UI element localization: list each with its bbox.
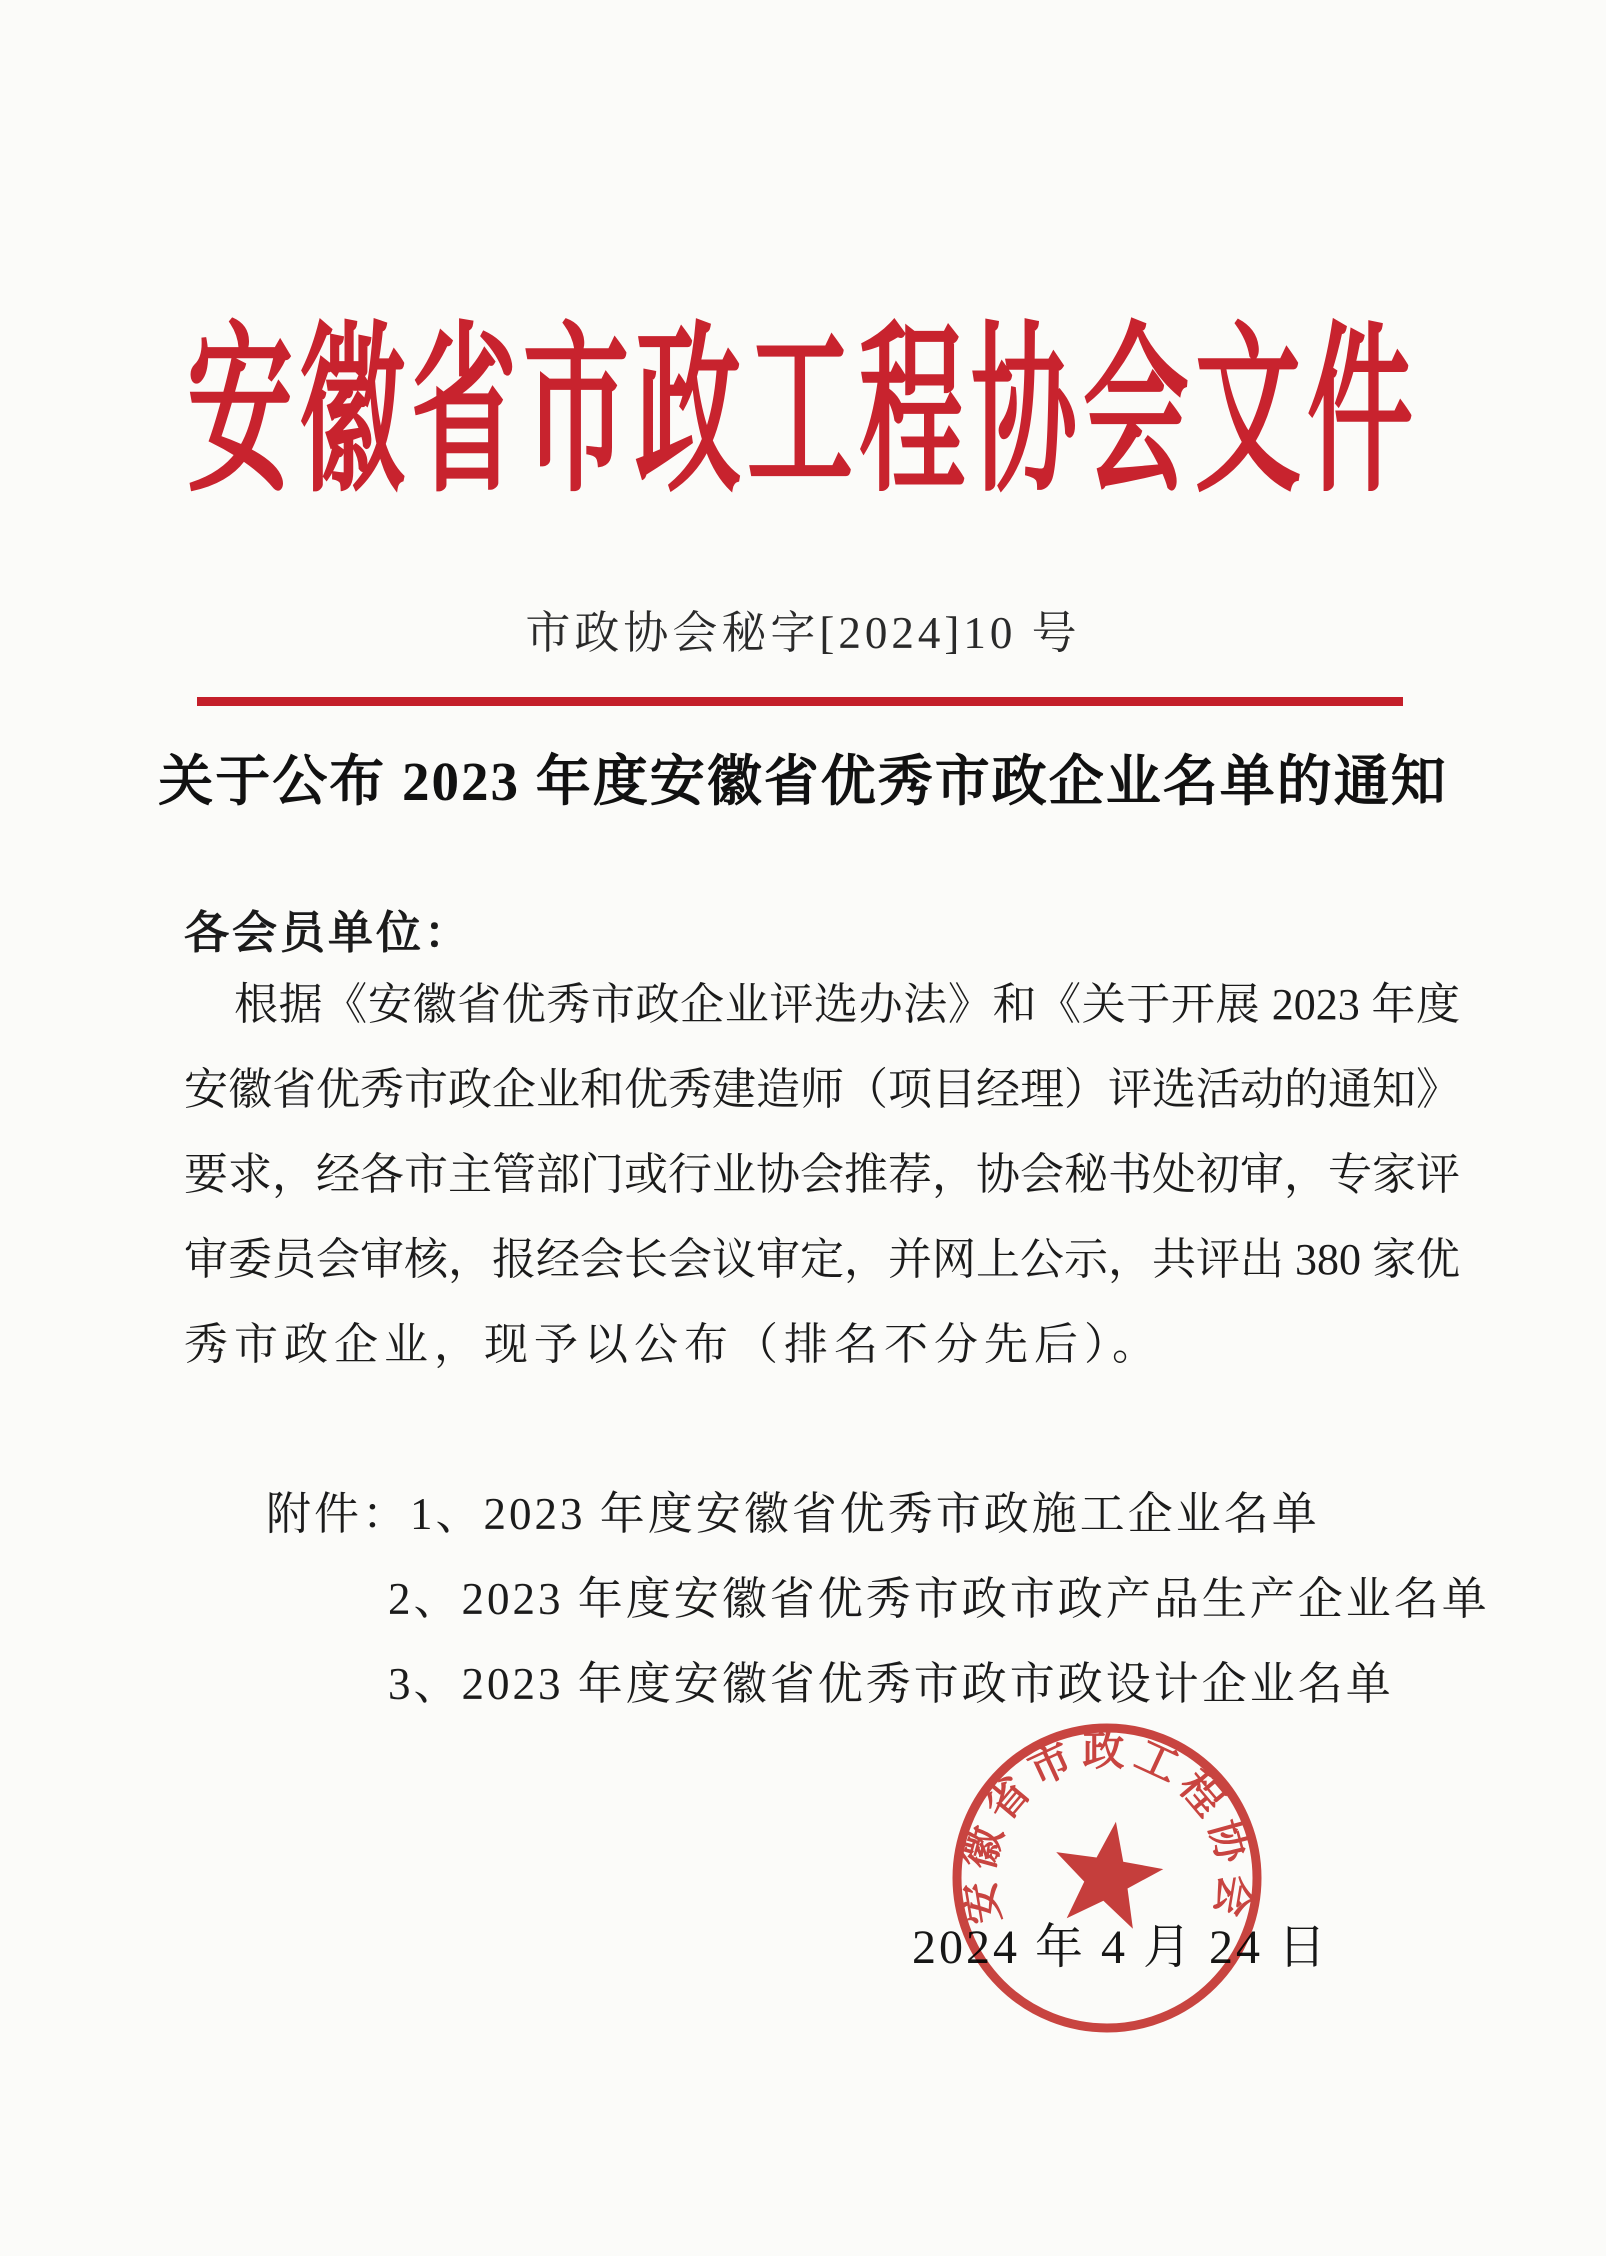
notice-body: [184, 962, 1460, 1387]
attachment-item: 3、2023 年度安徽省优秀市政市政设计企业名单: [388, 1659, 1394, 1709]
letterhead-divider-rule: [197, 697, 1403, 706]
body-line: 秀市政企业，现予以公布（排名不分先后）。: [184, 1320, 1162, 1369]
body-line: 审委员会审核，报经会长会议审定，并网上公示，共评出 380 家优: [184, 1235, 1460, 1284]
body-line: 安徽省优秀市政企业和优秀建造师（项目经理）评选活动的通知》: [184, 1065, 1460, 1114]
attachments-list: [184, 1472, 1490, 1727]
official-seal: [947, 1718, 1267, 2038]
salutation: 各会员单位：: [184, 908, 473, 958]
notice-title: 关于公布 2023 年度安徽省优秀市政企业名单的通知: [158, 751, 1448, 812]
document-number: 市政协会秘字[2024]10 号: [525, 608, 1081, 658]
issue-date: 2024 年 4 月 24 日: [912, 1921, 1330, 1974]
star-icon: [1046, 1813, 1169, 1932]
seal-text-path: 安徽省市政工程协会: [955, 1729, 1259, 1927]
body-line: 根据《安徽省优秀市政企业评选办法》和《关于开展 2023 年度: [234, 980, 1460, 1029]
attachments-label: 附件：: [266, 1489, 411, 1539]
body-line: 要求，经各市主管部门或行业协会推荐，协会秘书处初审，专家评: [184, 1150, 1460, 1199]
attachment-item: [184, 1472, 1484, 1557]
attachment-item-text: 1、2023 年度安徽省优秀市政施工企业名单: [410, 1489, 1320, 1539]
letterhead-org-title: 安徽省市政工程协会文件: [187, 312, 1419, 514]
attachment-item: 2、2023 年度安徽省优秀市政市政产品生产企业名单: [388, 1574, 1490, 1624]
